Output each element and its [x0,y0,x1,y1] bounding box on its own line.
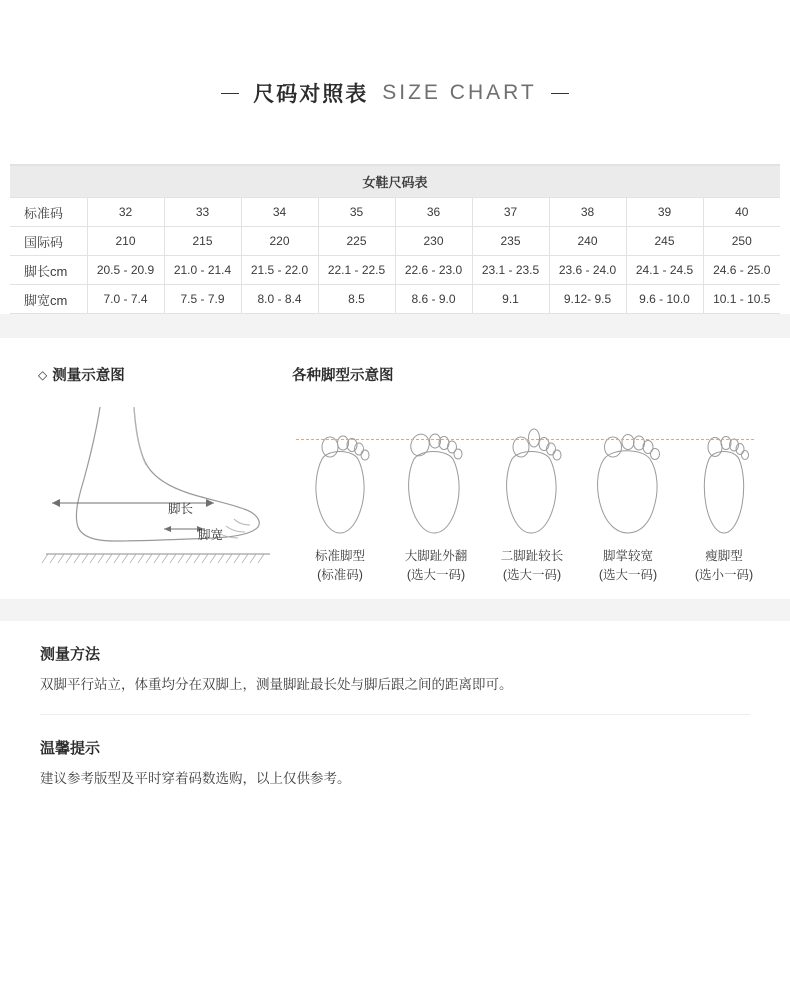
cell: 8.0 - 8.4 [241,285,318,314]
reference-line [296,439,754,440]
foot-type-name: 瘦脚型 [705,549,743,563]
cell: 37 [472,198,549,227]
cell: 22.1 - 22.5 [318,256,395,285]
page-title [0,78,790,108]
foot-type-note: (选大一码) [502,568,562,582]
size-chart-table [10,164,780,314]
table-row [10,256,780,285]
row-label: 标准码 [10,198,87,227]
foot-print-long-second-toe-icon [484,397,580,547]
title-dash-left [221,93,239,94]
cell: 21.0 - 21.4 [164,256,241,285]
cell: 230 [395,227,472,256]
foot-type-item [676,397,772,585]
row-label: 脚长cm [10,256,87,285]
foot-type-note: (标准码) [317,568,363,582]
foot-type-note: (选小一码) [694,568,754,582]
measure-method-body: 双脚平行站立，体重均分在双脚上，测量脚趾最长处与脚后跟之间的距离即可。 [40,677,513,692]
foot-print-standard-icon [292,397,388,547]
title-dash-right [551,93,569,94]
table-row [10,227,780,256]
foot-type-name: 脚掌较宽 [602,549,653,563]
table-row [10,198,780,227]
foot-type-name: 标准脚型 [314,549,365,563]
tips-body: 建议参考版型及平时穿着码数选购，以上仅供参考。 [40,771,351,786]
foot-width-label: 脚宽 [198,528,224,542]
foot-type-item [484,397,580,585]
cell: 23.6 - 24.0 [549,256,626,285]
cell: 8.5 [318,285,395,314]
diamond-icon: ◇ [38,368,48,382]
cell: 35 [318,198,395,227]
tips-block [0,737,790,790]
cell: 9.1 [472,285,549,314]
cell: 7.5 - 7.9 [164,285,241,314]
cell: 8.6 - 9.0 [395,285,472,314]
cell: 9.6 - 10.0 [626,285,703,314]
text-divider [40,714,750,715]
cell: 250 [703,227,780,256]
section-divider-band [0,314,790,338]
cell: 39 [626,198,703,227]
table-caption-row [10,166,780,198]
measure-diagram-heading [38,364,278,385]
foot-print-bunion-icon [388,397,484,547]
title-english: SIZE CHART [382,81,537,104]
foot-print-narrow-icon [676,397,772,547]
cell: 36 [395,198,472,227]
cell: 7.0 - 7.4 [87,285,164,314]
foot-type-item [580,397,676,585]
cell: 225 [318,227,395,256]
cell: 245 [626,227,703,256]
foot-type-item [388,397,484,585]
measure-diagram-heading-text: 测量示意图 [52,368,125,384]
cell: 235 [472,227,549,256]
cell: 220 [241,227,318,256]
cell: 24.1 - 24.5 [626,256,703,285]
cell: 40 [703,198,780,227]
table-caption: 女鞋尺码表 [10,166,780,198]
foot-type-name: 二脚趾较长 [500,549,564,563]
foot-type-note: (选大一码) [406,568,466,582]
tips-heading: 温馨提示 [40,740,101,757]
cell: 10.1 - 10.5 [703,285,780,314]
cell: 24.6 - 25.0 [703,256,780,285]
measure-method-block [0,643,790,696]
foot-print-wide-icon [580,397,676,547]
foot-types-row [292,397,772,585]
cell: 23.1 - 23.5 [472,256,549,285]
foot-types-heading: 各种脚型示意图 [292,368,394,384]
foot-type-item [292,397,388,585]
cell: 34 [241,198,318,227]
cell: 38 [549,198,626,227]
foot-type-note: (选大一码) [598,568,658,582]
cell: 240 [549,227,626,256]
foot-side-illustration [38,399,278,579]
cell: 9.12- 9.5 [549,285,626,314]
cell: 215 [164,227,241,256]
cell: 21.5 - 22.0 [241,256,318,285]
title-chinese: 尺码对照表 [253,83,369,106]
measure-method-heading: 测量方法 [40,646,101,663]
cell: 20.5 - 20.9 [87,256,164,285]
foot-side-svg [38,399,278,579]
cell: 210 [87,227,164,256]
foot-types-block [278,364,772,585]
row-label: 国际码 [10,227,87,256]
row-label: 脚宽cm [10,285,87,314]
table-row [10,285,780,314]
cell: 22.6 - 23.0 [395,256,472,285]
foot-type-name: 大脚趾外翻 [404,549,468,563]
diagram-section [0,338,790,585]
section-divider-band-2 [0,599,790,621]
cell: 33 [164,198,241,227]
cell: 32 [87,198,164,227]
measure-diagram-block [38,364,278,585]
foot-length-label: 脚长 [168,502,194,516]
